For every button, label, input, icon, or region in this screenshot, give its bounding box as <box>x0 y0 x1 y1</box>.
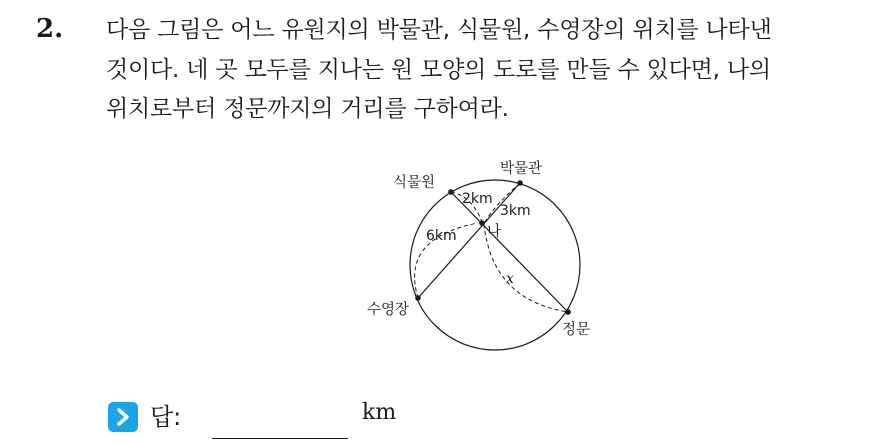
question-number: 2. <box>36 14 64 44</box>
answer-unit: km <box>362 400 397 425</box>
point-gate <box>565 309 571 315</box>
label-botanical: 식물원 <box>393 175 436 191</box>
distance-2km: 2km <box>462 191 493 207</box>
point-museum <box>517 180 523 186</box>
label-me: 나 <box>487 224 502 240</box>
distance-x: x <box>506 271 514 287</box>
label-gate: 정문 <box>562 322 591 338</box>
question-line-3: 위치로부터 정문까지의 거리를 구하여라. <box>106 96 509 122</box>
point-me <box>479 220 485 226</box>
label-museum: 박물관 <box>500 161 543 177</box>
question-line-2: 것이다. 네 곳 모두를 지나는 원 모양의 도로를 만들 수 있다면, 나의 <box>106 56 771 83</box>
label-pool: 수영장 <box>367 302 410 318</box>
distance-6km: 6km <box>426 228 457 244</box>
answer-label: 답: <box>150 403 182 431</box>
point-botanical <box>448 189 454 195</box>
question-line-1: 다음 그림은 어느 유원지의 박물관, 식물원, 수영장의 위치를 나타낸 <box>106 17 772 43</box>
chevron-right-icon <box>108 402 138 432</box>
distance-3km: 3km <box>500 203 531 219</box>
answer-blank[interactable] <box>212 438 348 439</box>
point-pool <box>415 295 421 301</box>
